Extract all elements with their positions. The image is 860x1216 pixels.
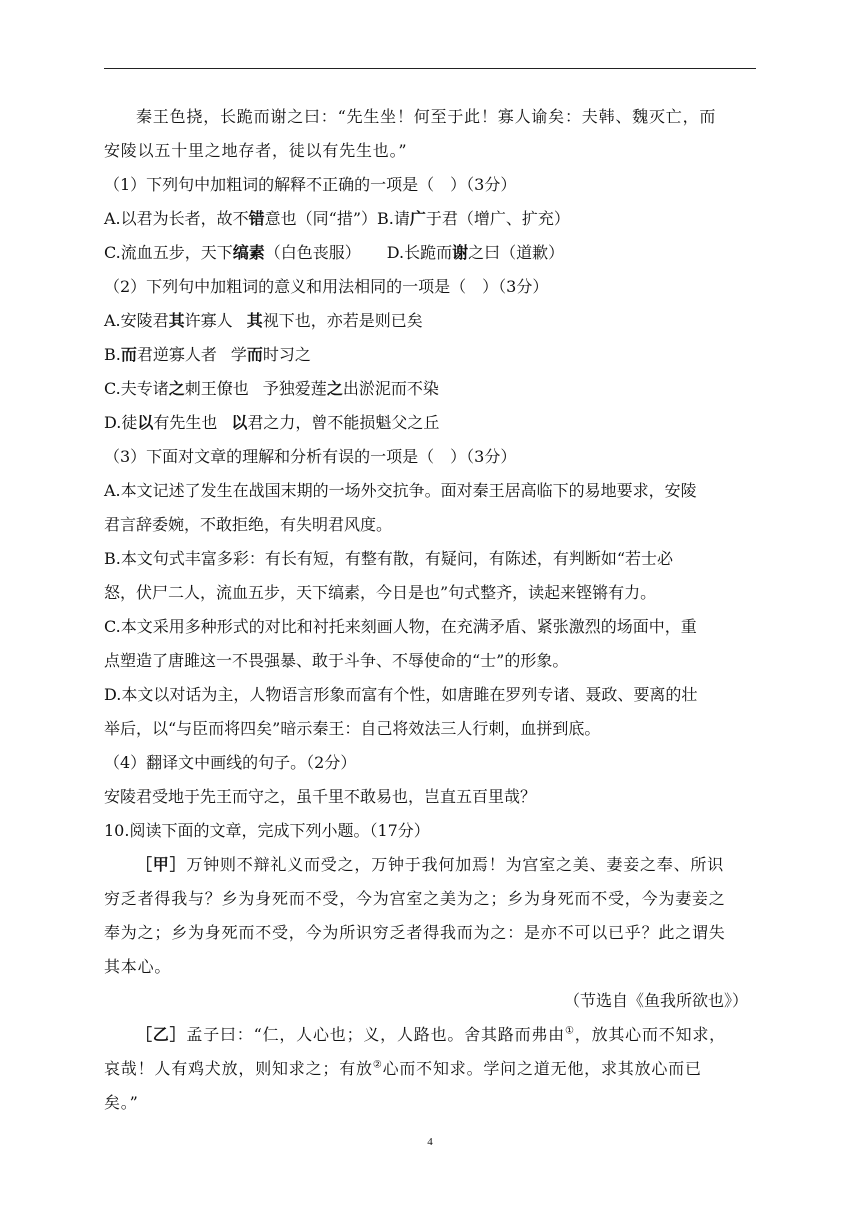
option-text: 时习之: [262, 345, 311, 364]
passage-source: （节选自《鱼我所欲也》）: [563, 991, 748, 1010]
passage-text: 心而不知求。学问之道无他，求其放心而已: [382, 1059, 702, 1078]
option-text: （白色丧服）: [264, 243, 361, 262]
passage-line: 秦王色挠，长跪而谢之曰：“先生坐！何至于此！寡人谕矣：夫韩、魏灭亡，而: [136, 107, 717, 126]
q1-options-cd: [104, 240, 756, 274]
passage-yi-line: [104, 1022, 756, 1056]
question-stem: （3）下面对文章的理解和分析有误的一项是（ ）（3分）: [104, 447, 517, 466]
question-stem: （1）下列句中加粗词的解释不正确的一项是（ ）（3分）: [104, 175, 517, 194]
q2-option-d: [104, 410, 756, 444]
passage-jia-line: 穷乏者得我与？乡为身死而不受，今为宫室之美为之；乡为身死而不受，今为妻妾之: [104, 889, 726, 908]
passage-jia-line: 其本心。: [104, 957, 172, 976]
q2-option-a: [104, 308, 756, 342]
q3-option-line: 点塑造了唐雎这一不畏强暴、敢于斗争、不辱使命的“士”的形象。: [104, 651, 569, 670]
page-content: [104, 104, 756, 1124]
q3-option-line: A.本文记述了发生在战国末期的一场外交抗争。面对秦王居高临下的易地要求，安陵: [104, 481, 697, 500]
option-text: 之曰（道歉）: [468, 243, 565, 262]
option-text: 出淤泥而不染: [342, 379, 439, 398]
bold-word: 错: [248, 209, 265, 228]
option-text: 于君（增广、扩充）: [425, 209, 570, 228]
passage-text: 孟子曰：“仁，人心也；义，人路也。舍其路而弗由: [186, 1025, 565, 1044]
q3-option-line: C.本文采用多种形式的对比和衬托来刻画人物，在充满矛盾、紧张激烈的场面中，重: [104, 617, 697, 636]
option-text: 学: [230, 345, 247, 364]
passage-yi-line: 矣。”: [104, 1093, 139, 1112]
option-text: 视下也，亦若是则已矣: [262, 311, 423, 330]
option-text: A.安陵君: [104, 311, 169, 330]
passage-yi-line: [104, 1056, 756, 1090]
option-text: D.长跪而: [386, 243, 453, 262]
option-text: 君之力，曾不能损魁父之丘: [247, 413, 440, 432]
footnote-marker: ②: [372, 1059, 383, 1071]
q3-option-line: D.本文以对话为主，人物语言形象而富有个性，如唐雎在罗列专诸、聂政、要离的壮: [104, 685, 698, 704]
q2-option-c: [104, 376, 756, 410]
header-rule: [104, 68, 756, 69]
passage-text: 哀哉！人有鸡犬放，则知求之；有放: [104, 1059, 373, 1078]
passage-jia-line: [104, 852, 756, 886]
bold-word: 广: [409, 209, 426, 228]
q2-option-b: [104, 342, 756, 376]
footnote-marker: ①: [565, 1025, 575, 1037]
question-stem: （2）下列句中加粗词的意义和用法相同的一项是（ ）（3分）: [104, 277, 549, 296]
option-text: B.请: [377, 209, 410, 228]
bold-word: 而: [246, 345, 263, 364]
section-heading: 10.阅读下面的文章，完成下列小题。（17分）: [104, 821, 430, 840]
q3-option-line: 举后，以“与臣而将四矣”暗示秦王：自己将效法三人行刺，血拼到底。: [104, 719, 601, 738]
translation-sentence: 安陵君受地于先王而守之，虽千里不敢易也，岂直五百里哉？: [104, 787, 537, 806]
option-text: C.夫专诸: [104, 379, 169, 398]
option-text: 君逆寡人者: [136, 345, 217, 364]
bold-word: 其: [168, 311, 185, 330]
bold-word: 谢: [452, 243, 469, 262]
passage-label: ［甲］: [136, 855, 187, 874]
passage-label: ［乙］: [136, 1025, 187, 1044]
bold-word: 其: [246, 311, 263, 330]
passage-text: ，放其心而不知求，: [574, 1025, 726, 1044]
option-text: 予独爱莲: [262, 379, 327, 398]
q3-option-line: 君言辞委婉，不敢拒绝，有失明君风度。: [104, 515, 393, 534]
option-text: C.流血五步，天下: [104, 243, 233, 262]
option-text: A.以君为长者，故不: [104, 209, 249, 228]
q3-option-line: B.本文句式丰富多彩：有长有短，有整有散，有疑问，有陈述，有判断如“若士必: [104, 549, 674, 568]
q1-options-ab: [104, 206, 756, 240]
passage-jia-line: 奉为之；乡为身死而不受，今为所识穷乏者得我而为之：是亦不可以已乎？此之谓失: [104, 923, 726, 942]
bold-word: 之: [326, 379, 343, 398]
option-text: 刺王僚也: [184, 379, 249, 398]
option-text: D.徒: [104, 413, 138, 432]
question-stem: （4）翻译文中画线的句子。（2分）: [104, 753, 357, 772]
option-text: B.: [104, 345, 121, 364]
bold-word: 以: [231, 413, 248, 432]
page-number: 4: [427, 1136, 433, 1148]
q3-option-line: 怒，伏尸二人，流血五步，天下缟素，今日是也”句式整齐，读起来铿锵有力。: [104, 583, 657, 602]
bold-word: 缟素: [232, 243, 265, 262]
bold-word: 之: [168, 379, 185, 398]
passage-line: 安陵以五十里之地存者，徒以有先生也。”: [104, 141, 408, 160]
bold-word: 以: [137, 413, 154, 432]
option-text: 意也（同“措”）: [264, 209, 378, 228]
option-text: 有先生也: [153, 413, 218, 432]
bold-word: 而: [120, 345, 137, 364]
passage-text: 万钟则不辩礼义而受之，万钟于我何加焉！为宫室之美、妻妾之奉、所识: [186, 855, 725, 874]
option-text: 许寡人: [184, 311, 233, 330]
